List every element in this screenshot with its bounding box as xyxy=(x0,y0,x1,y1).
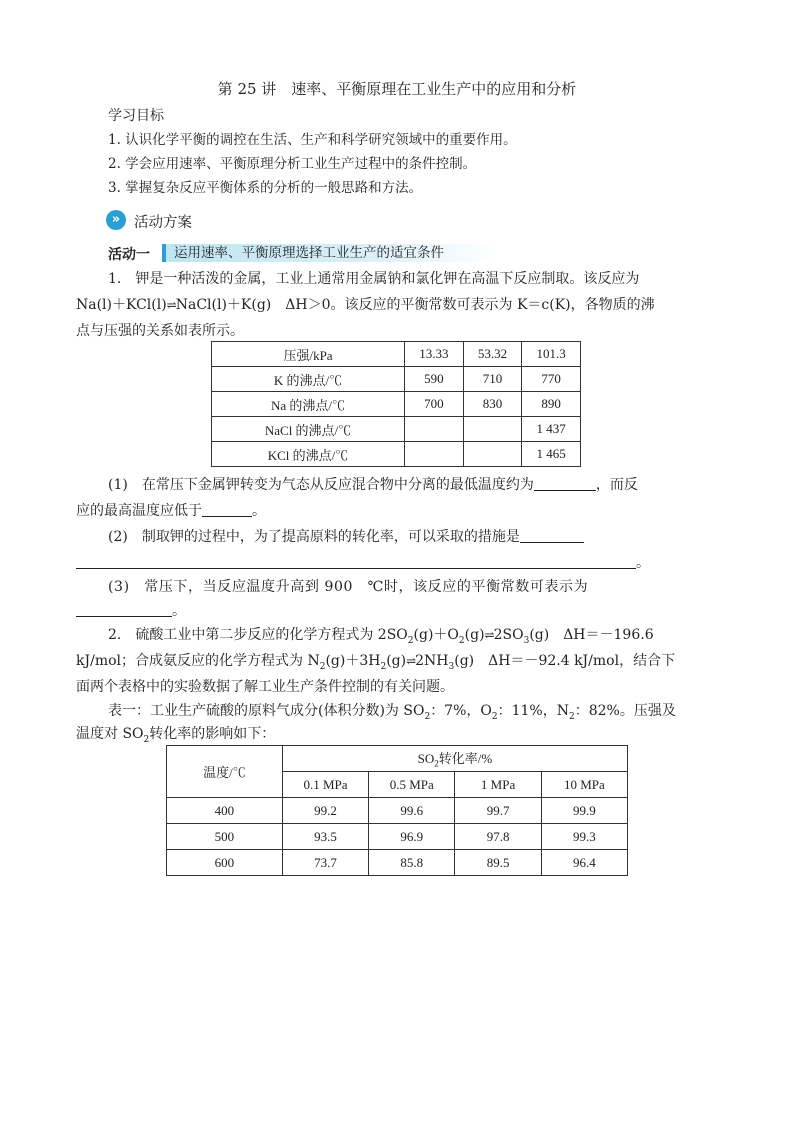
answer-blank[interactable] xyxy=(76,552,636,569)
activity-banner xyxy=(162,244,496,262)
answer-blank[interactable] xyxy=(534,474,596,491)
table-row: 压强/kPa 13.33 53.32 101.3 xyxy=(212,342,581,367)
double-chevron-icon: » xyxy=(106,210,126,230)
problem2-line3: 面两个表格中的实验数据了解工业生产条件控制的有关问题。 xyxy=(76,679,454,695)
table-row: 400 99.2 99.6 99.7 99.9 xyxy=(167,798,628,824)
question-2-cont: 。 xyxy=(76,550,718,576)
question-1: (1) 在常压下金属钾转变为气态从反应混合物中分离的最低温度约为 ，而反 xyxy=(76,472,718,498)
so2-conversion-table xyxy=(166,745,628,876)
table-intro-line1: 表一：工业生产硫酸的原料气成分(体积分数)为 $SO_2$：7%，$O_2$：11%，$N_2$：82%。压强及 xyxy=(108,703,676,722)
answer-blank[interactable] xyxy=(76,600,172,617)
question-2: (2) 制取钾的过程中，为了提高原料的转化率，可以采取的措施是 xyxy=(76,524,718,550)
problem1-line2: Na(l)＋KCl(l)⇌NaCl(l)＋K(g) ΔH＞0。该反应的平衡常数可表示为 K＝c(K)，各物质的沸 xyxy=(76,297,655,313)
answer-blank[interactable] xyxy=(202,500,252,517)
table-row: 0.1 MPa 0.5 MPa 1 MPa 10 MPa xyxy=(167,772,628,798)
table-intro-line2: 温度对 $SO_2$转化率的影响如下： xyxy=(76,726,276,745)
question-1-cont: 应的最高温度应低于 。 xyxy=(76,498,718,524)
problem1-line3: 点与压强的关系如表所示。 xyxy=(76,323,244,339)
page-title: 第 25 讲 速率、平衡原理在工业生产中的应用和分析 xyxy=(217,80,577,98)
objective-item: 2. 学会应用速率、平衡原理分析工业生产过程中的条件控制。 xyxy=(108,156,477,172)
table-row: 温度/℃ $SO_2$转化率/% xyxy=(167,746,628,772)
table-row: 600 73.7 85.8 89.5 96.4 xyxy=(167,850,628,876)
activity-banner-text: 运用速率、平衡原理选择工业生产的适宜条件 xyxy=(174,245,444,261)
table-row: NaCl 的沸点/℃ 1 437 xyxy=(212,417,581,442)
answer-blank[interactable] xyxy=(520,526,584,543)
objectives-heading: 学习目标 xyxy=(108,108,164,124)
table-row: K 的沸点/℃ 590 710 770 xyxy=(212,367,581,392)
table-row: KCl 的沸点/℃ 1 465 xyxy=(212,442,581,467)
question-3: (3) 常压下，当反应温度升高到 900 ℃时，该反应的平衡常数可表示为 xyxy=(108,579,589,595)
objective-item: 3. 掌握复杂反应平衡体系的分析的一般思路和方法。 xyxy=(108,180,423,196)
objective-item: 1. 认识化学平衡的调控在生活、生产和科学研究领域中的重要作用。 xyxy=(108,132,517,148)
question-3-cont: 。 xyxy=(76,598,718,624)
problem2-line1: 2. 硫酸工业中第二步反应的化学方程式为 $2SO_2(g)+O_2(g)\rightleftharpoons 2SO_3(g)$ ΔH＝－196.6 xyxy=(108,627,654,646)
plan-heading: 活动方案 xyxy=(134,215,192,231)
problem1-line1: 1. 钾是一种活泼的金属，工业上通常用金属钠和氯化钾在高温下反应制取。该反应为 xyxy=(108,271,640,287)
activity-label: 活动一 xyxy=(108,247,150,263)
boiling-point-table xyxy=(211,341,581,467)
problem2-line2: kJ/mol；合成氨反应的化学方程式为 $N_2(g)+3H_2(g)\rightleftharpoons 2NH_3(g)$ ΔH＝－92.4 kJ/mol，结合下 xyxy=(76,653,676,672)
table-row: 500 93.5 96.9 97.8 99.3 xyxy=(167,824,628,850)
table-row: Na 的沸点/℃ 700 830 890 xyxy=(212,392,581,417)
